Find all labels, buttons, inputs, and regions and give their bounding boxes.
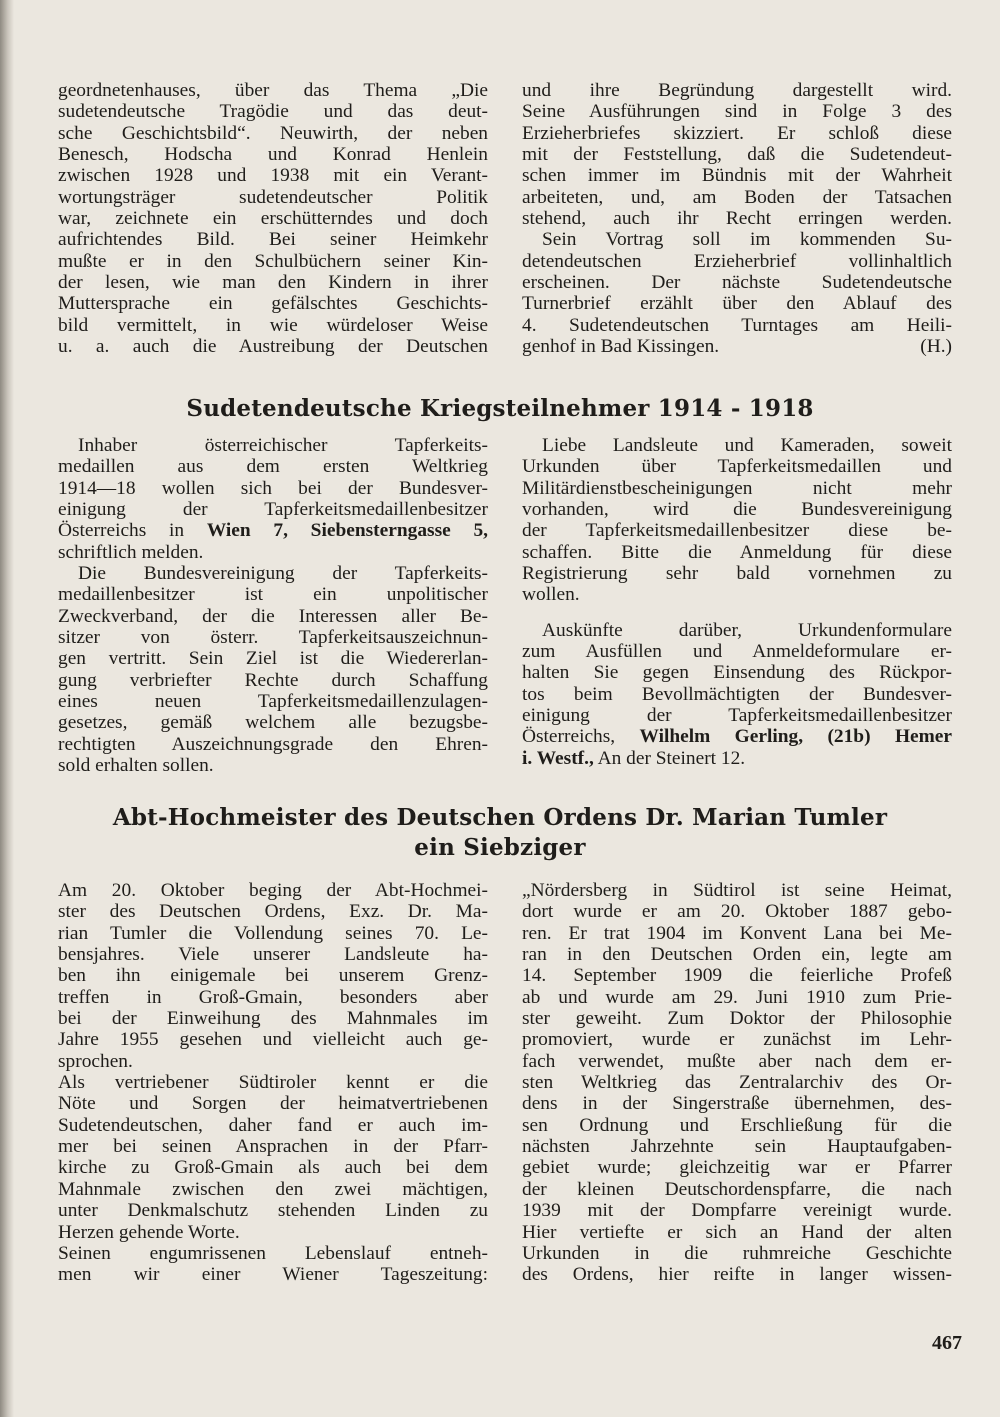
address-line: Österreichs in Wien 7, Siebensterngasse 5, bbox=[58, 520, 488, 542]
text-line: eines neuen Tapferkeitsmedaillenzulagen- bbox=[58, 691, 488, 713]
text-line: war, zeichnete ein erschütterndes und doch bbox=[58, 208, 488, 230]
text-line: „Nördersberg in Südtirol ist seine Heimat, bbox=[522, 880, 952, 901]
text-line: gung verbriefter Rechte durch Schaffung bbox=[58, 669, 488, 691]
text-line: aufrichtendes Bild. Bei seiner Heimkehr bbox=[58, 229, 488, 251]
text-line: wollen. bbox=[522, 584, 580, 606]
text-line: Sudetendeutschen, daher fand er auch im- bbox=[58, 1114, 488, 1136]
section-title-tumler bbox=[40, 803, 960, 863]
text-line: medaillenbesitzer ist ein unpolitischer bbox=[58, 584, 488, 606]
text-line: und ihre Begründung dargestellt wird. bbox=[522, 80, 952, 101]
text-line: Auskünfte darüber, Urkundenformulare bbox=[542, 619, 952, 641]
text-line: bensjahres. Viele unserer Landsleute ha- bbox=[58, 944, 488, 966]
text-line: geordnetenhauses, über das Thema „Die bbox=[58, 80, 488, 101]
text-line: zum Ausfüllen und Anmeldeformulare er- bbox=[522, 641, 952, 663]
text-line: Registrierung sehr bald vornehmen zu bbox=[522, 563, 952, 585]
text-line: Turnerbrief erzählt über den Ablauf des bbox=[522, 293, 952, 315]
text-line: halten Sie gegen Einsendung des Rückpor- bbox=[522, 662, 952, 684]
text-line: mer bei seinen Ansprachen in der Pfarr- bbox=[58, 1136, 488, 1158]
contact-line-end: i. Westf., An der Steinert 12. bbox=[522, 747, 746, 769]
text-line: Nöte und Sorgen der heimatvertriebenen bbox=[58, 1093, 488, 1115]
text-line: sprochen. bbox=[58, 1050, 133, 1072]
contact-line: Österreichs, Wilhelm Gerling, (21b) Hemer bbox=[522, 726, 952, 748]
text-line: medaillen aus dem ersten Weltkrieg bbox=[58, 456, 488, 478]
text-line: tos beim Bevollmächtigten der Bundesver- bbox=[522, 683, 952, 705]
top-left-column bbox=[58, 80, 488, 357]
text-line: Urkunden in die ruhmreiche Geschichte bbox=[522, 1242, 952, 1264]
text-line: Seinen engumrissenen Lebenslauf entneh- bbox=[58, 1242, 488, 1264]
text-line: detendeutschen Erzieherbrief vollinhaltlich bbox=[522, 250, 952, 272]
text-line: sten Weltkrieg das Zentralarchiv des Or- bbox=[522, 1072, 952, 1094]
text-line: dens in der Singerstraße übernehmen, des- bbox=[522, 1093, 952, 1115]
author-signature: (H.) bbox=[920, 336, 952, 358]
text-line: des Ordens, hier reifte in langer wissen- bbox=[522, 1264, 952, 1286]
text-line: schen immer im Bündnis mit der Wahrheit bbox=[522, 165, 952, 187]
title-line-2: ein Siebziger bbox=[414, 834, 586, 861]
text-line: 4. Sudetendeutschen Turntages am Heili- bbox=[522, 314, 952, 336]
text-line: ab und wurde am 29. Juni 1910 zum Prie- bbox=[522, 986, 952, 1008]
text-line: 1939 mit der Dompfarre vereinigt wurde. bbox=[522, 1200, 952, 1222]
text-line: bei der Einweihung des Mahnmales im bbox=[58, 1008, 488, 1030]
text-line: einigung der Tapferkeitsmedaillenbesitzer bbox=[58, 499, 488, 521]
text-line: vorhanden, wird die Bundesvereinigung bbox=[522, 499, 952, 521]
text-line: Benesch, Hodscha und Konrad Henlein bbox=[58, 144, 488, 166]
text-line: dort wurde er am 20. Oktober 1887 gebo- bbox=[522, 901, 952, 923]
text-line: ster des Deutschen Ordens, Exz. Dr. Ma- bbox=[58, 901, 488, 923]
kriegsteilnehmer-right-column bbox=[522, 435, 952, 769]
text-line: Erzieherbriefes skizziert. Er schloß diese bbox=[522, 122, 952, 144]
text-line: Am 20. Oktober beging der Abt-Hochmei- bbox=[58, 880, 488, 901]
text-line: sold erhalten sollen. bbox=[58, 755, 214, 777]
text-line: mit der Feststellung, daß die Sudetendeut- bbox=[522, 144, 952, 166]
text-line: treffen in Groß-Gmain, besonders aber bbox=[58, 986, 488, 1008]
book-spine-shadow bbox=[0, 0, 14, 1417]
text-line: 14. September 1909 die feierliche Profeß bbox=[522, 965, 952, 987]
text-line: sudetendeutsche Tragödie und das deut- bbox=[58, 101, 488, 123]
text-line: rechtigten Auszeichnungsgrade den Ehren- bbox=[58, 733, 488, 755]
text-line: ren. Er trat 1904 im Konvent Lana bei Me- bbox=[522, 922, 952, 944]
text-line: Herzen gehende Worte. bbox=[58, 1221, 240, 1243]
text-line: promoviert, wurde er zunächst im Lehr- bbox=[522, 1029, 952, 1051]
text-line: ben ihn einigemale bei unserem Grenz- bbox=[58, 965, 488, 987]
text-line: sen Ordnung und Erschließung für die bbox=[522, 1114, 952, 1136]
text-line: Als vertriebener Südtiroler kennt er die bbox=[58, 1072, 488, 1094]
text-line: Zweckverband, der die Interessen aller Be- bbox=[58, 605, 488, 627]
text-line: gen vertritt. Sein Ziel ist die Wiedererlan- bbox=[58, 648, 488, 670]
text-line: Inhaber österreichischer Tapferkeits- bbox=[78, 435, 488, 456]
text-line: gebiet wurde; gleichzeitig war er Pfarrer bbox=[522, 1157, 952, 1179]
tumler-left-column bbox=[58, 880, 488, 1286]
text-line: ster geweiht. Zum Doktor der Philosophie bbox=[522, 1008, 952, 1030]
text-line: Muttersprache ein gefälschtes Geschichts- bbox=[58, 293, 488, 315]
text-line: Die Bundesvereinigung der Tapferkeits- bbox=[78, 563, 488, 585]
text-line: einigung der Tapferkeitsmedaillenbesitzer bbox=[522, 705, 952, 727]
text-line: wortungsträger sudetendeutscher Politik bbox=[58, 186, 488, 208]
text-line: Urkunden über Tapferkeitsmedaillen und bbox=[522, 456, 952, 478]
text-line: Liebe Landsleute und Kameraden, soweit bbox=[542, 435, 952, 456]
text-line: der lesen, wie man den Kindern in ihrer bbox=[58, 272, 488, 294]
text-line: kirche zu Groß-Gmain als auch bei dem bbox=[58, 1157, 488, 1179]
text-line: gesetzes, gemäß welchem alle bezugsbe- bbox=[58, 712, 488, 734]
text-line: bild vermittelt, in wie würdeloser Weise bbox=[58, 314, 488, 336]
text-line: Militärdienstbescheinigungen nicht mehr bbox=[522, 477, 952, 499]
title-line-1: Abt-Hochmeister des Deutschen Ordens Dr. Marian Tumler bbox=[112, 804, 888, 831]
tumler-right-column bbox=[522, 880, 952, 1286]
text-line: erscheinen. Der nächste Sudetendeutsche bbox=[522, 272, 952, 294]
kriegsteilnehmer-left-column bbox=[58, 435, 488, 777]
text-line: sche Geschichtsbild“. Neuwirth, der neben bbox=[58, 122, 488, 144]
text-line: Jahre 1955 gesehen und vielleicht auch ge- bbox=[58, 1029, 488, 1051]
page-number: 467 bbox=[932, 1332, 962, 1354]
text-line: der Tapferkeitsmedaillenbesitzer diese be- bbox=[522, 520, 952, 542]
text-line: unter Denkmalschutz stehenden Linden zu bbox=[58, 1200, 488, 1222]
text-line: rian Tumler die Vollendung seines 70. Le- bbox=[58, 922, 488, 944]
text-line: fach verwendet, mußte aber nach dem er- bbox=[522, 1050, 952, 1072]
text-line: nächsten Jahrzehnte sein Hauptaufgaben- bbox=[522, 1136, 952, 1158]
text-line: 1914—18 wollen sich bei der Bundesver- bbox=[58, 477, 488, 499]
text-line: Mahnmale zwischen den zwei mächtigen, bbox=[58, 1178, 488, 1200]
section-title-kriegsteilnehmer: Sudetendeutsche Kriegsteilnehmer 1914 - 1918 bbox=[186, 395, 814, 422]
text-line bbox=[522, 336, 952, 357]
text-line: mußte er in den Schulbüchern seiner Kin- bbox=[58, 250, 488, 272]
top-right-column bbox=[522, 80, 952, 357]
text-line: Hier vertiefte er sich an Hand der alten bbox=[522, 1221, 952, 1243]
text-line: Seine Ausführungen sind in Folge 3 des bbox=[522, 101, 952, 123]
text-line-content: genhof in Bad Kissingen. bbox=[522, 336, 720, 358]
text-line: u. a. auch die Austreibung der Deutschen bbox=[58, 336, 488, 358]
text-line: ran in den Deutschen Orden ein, legte am bbox=[522, 944, 952, 966]
text-line: men wir einer Wiener Tageszeitung: bbox=[58, 1264, 488, 1286]
text-line: stehend, auch ihr Recht erringen werden. bbox=[522, 208, 952, 230]
text-line: Sein Vortrag soll im kommenden Su- bbox=[542, 229, 952, 251]
text-line: schaffen. Bitte die Anmeldung für diese bbox=[522, 541, 952, 563]
text-line: sitzer von österr. Tapferkeitsauszeichnun- bbox=[58, 627, 488, 649]
text-line: der kleinen Deutschordenspfarre, die nach bbox=[522, 1178, 952, 1200]
text-line: arbeiteten, und, am Boden der Tatsachen bbox=[522, 186, 952, 208]
text-line: zwischen 1928 und 1938 mit ein Verant- bbox=[58, 165, 488, 187]
address-line-end: schriftlich melden. bbox=[58, 541, 204, 563]
